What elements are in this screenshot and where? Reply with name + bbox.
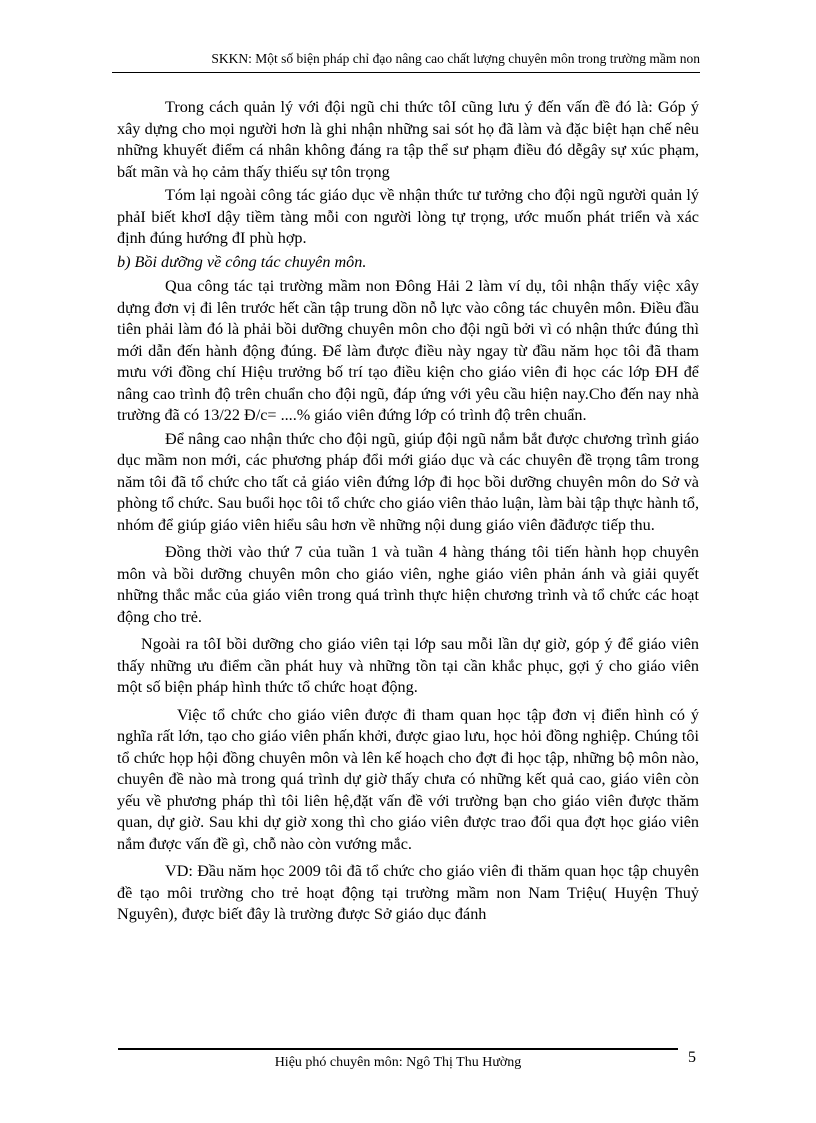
header-divider: [112, 72, 700, 73]
paragraph-5: Đồng thời vào thứ 7 của tuần 1 và tuần 4 hàng tháng tôi tiến hành họp chuyên môn và bồi dưỡng chuyên môn cho giáo viên, nghe giáo viên phản ánh và giải quyết những thắc mắc của giáo viên trong quá trình thực hiện chương trình và tổ chức các hoạt động cho trẻ.: [117, 543, 699, 626]
page-header: SKKN: Một số biện pháp chỉ đạo nâng cao chất lượng chuyên môn trong trường mầm non: [211, 51, 700, 66]
paragraph-7: Việc tổ chức cho giáo viên được đi tham quan học tập đơn vị điển hình có ý nghĩa rất lớn, tạo cho giáo viên phấn khởi, được giao lưu, học hỏi đồng nghiệp. Chúng tôi tổ chức họp hội đồng chuyên môn và lên kế hoạch cho đợt đi học tập, những bộ môn nào, chuyên đề nào mà trong quá trình dự giờ thấy chưa có những kết quả cao, giáo viên còn yếu về phương pháp thì tôi liên hệ,đặt vấn đề với trường bạn cho giáo viên được thăm quan, dự giờ. Sau khi dự giờ xong thì cho giáo viên được trao đổi qua đợt học giáo viên nắm được vấn đề gì, chỗ nào còn vướng mắc.: [117, 705, 699, 853]
page-footer: Hiệu phó chuyên môn: Ngô Thị Thu Hường: [274, 1055, 522, 1070]
paragraph-8: VD: Đầu năm học 2009 tôi đã tổ chức cho giáo viên đi thăm quan học tập chuyên đề tạo môi trường cho trẻ hoạt động tại trường mầm non Nam Triệu( Huyện Thuỷ Nguyên), được biết đây là trường được Sở giáo dục đánh: [117, 862, 699, 923]
paragraph-6: Ngoài ra tôI bồi dưỡng cho giáo viên tại lớp sau mỗi lần dự giờ, góp ý để giáo viên thấy những ưu điểm cần phát huy và những tồn tại cần khắc phục, gợi ý cho giáo viên một số biện pháp hình thức tổ chức hoạt động.: [117, 635, 699, 696]
section-subheading: b) Bồi dưỡng về công tác chuyên môn.: [117, 252, 367, 271]
footer-divider: [118, 1048, 678, 1050]
document-body: [117, 97, 699, 928]
paragraph-1: Trong cách quản lý với đội ngũ chi thức tôI cũng lưu ý đến vấn đề đó là: Góp ý xây dựng cho mọi người hơn là ghi nhận những sai sót họ đã làm và đặc biệt hạn chế nêu những khuyết điểm cá nhân không đáng ra tập thể sư phạm điều đó dễgây sự xúc phạm, bất mãn và họ cảm thấy thiếu sự tôn trọng: [117, 98, 699, 181]
paragraph-2: Tóm lại ngoài công tác giáo dục về nhận thức tư tưởng cho đội ngũ người quản lý phảI biết khơI dậy tiềm tàng mỗi con người lòng tự trọng, ước muốn phát triển và xác định đúng hướng đI phù hợp.: [117, 186, 699, 247]
paragraph-4: Để nâng cao nhận thức cho đội ngũ, giúp đội ngũ nắm bắt được chương trình giáo dục mầm non mới, các phương pháp đổi mới giáo dục và các chuyên đề trọng tâm trong năm tôi đã tổ chức cho tất cả giáo viên đứng lớp đi học bồi dưỡng chuyên môn do Sở và phòng tổ chức. Sau buổi học tôi tổ chức cho giáo viên thảo luận, làm bài tập thực hành tổ, nhóm để giúp giáo viên hiểu sâu hơn về những nội dung giáo viên đãđược tiếp thu.: [117, 429, 699, 534]
page-number: 5: [688, 1049, 696, 1066]
paragraph-3: Qua công tác tại trường mầm non Đông Hải 2 làm ví dụ, tôi nhận thấy việc xây dựng đơn vị đi lên trước hết cần tập trung dồn nỗ lực vào công tác chuyên môn. Điều đầu tiên phải làm đó là phải bồi dưỡng chuyên môn cho đội ngũ bởi vì có nhận thức đúng thì mới dẫn đến hành động đúng. Để làm được điều này ngay từ đầu năm học tôi đã tham mưu với đồng chí Hiệu trưởng bố trí tạo điều kiện cho giáo viên đi học các lớp ĐH để nâng cao trình độ trên chuẩn cho đội ngũ, đáp ứng với yêu cầu hiện nay.Cho đến nay nhà trường đã có 13/22 Đ/c= ....% giáo viên đứng lớp có trình độ trên chuẩn.: [117, 277, 699, 424]
